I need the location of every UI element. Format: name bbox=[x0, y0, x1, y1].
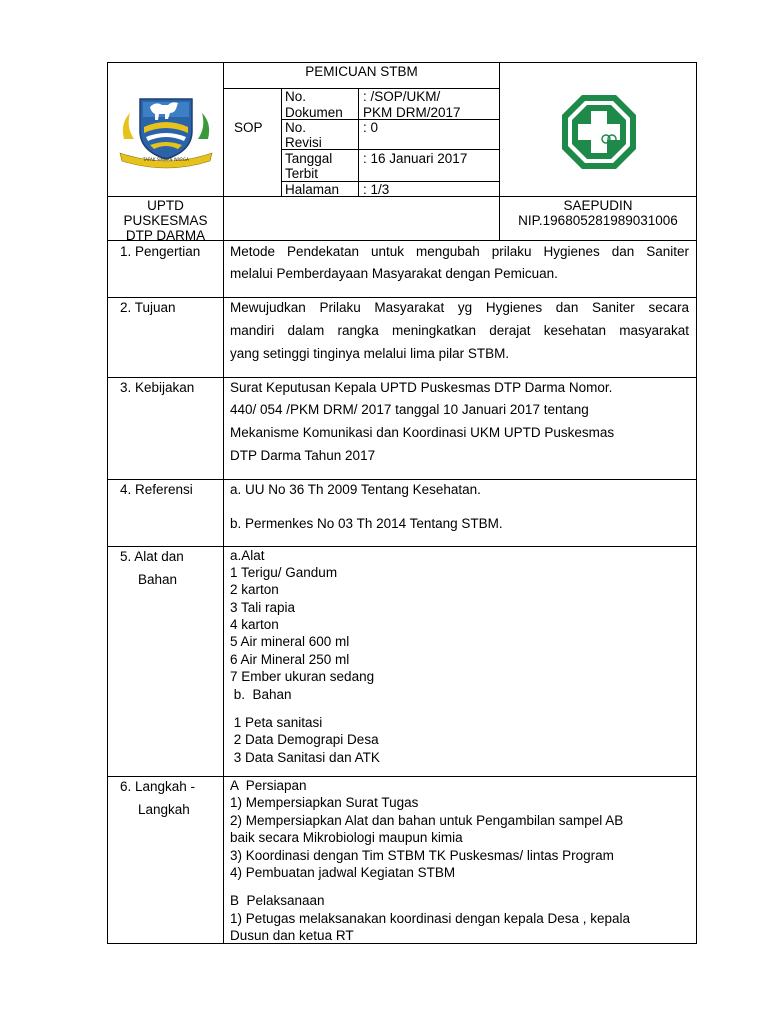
alat-line: 7 Ember ukuran sedang bbox=[230, 669, 375, 684]
org-line-2: PUSKESMAS bbox=[123, 213, 208, 228]
org-line-1: UPTD bbox=[147, 198, 184, 213]
alat-line: 1 Peta sanitasi bbox=[230, 715, 323, 730]
document-title: PEMICUAN STBM bbox=[305, 64, 418, 79]
pengertian-line: Metode Pendekatan untuk mengubah prilaku Hygienes dan Saniter bbox=[230, 244, 689, 259]
tanggal-label-1: Tanggal bbox=[285, 151, 333, 166]
puskesmas-logo bbox=[560, 93, 638, 171]
langkah-line: 1) Mempersiapkan Surat Tugas bbox=[230, 795, 419, 810]
alat-line: a.Alat bbox=[230, 548, 265, 563]
section-alat-label-1: 5. Alat dan bbox=[120, 549, 184, 564]
tujuan-line: Mewujudkan Prilaku Masyarakat yg Hygienes dan Saniter secara bbox=[230, 300, 689, 315]
tujuan-line: mandiri dalam rangka meningkatkan derajat kesehatan masyarakat bbox=[230, 323, 689, 338]
no-revisi-label-2: Revisi bbox=[285, 135, 322, 150]
section-alat-label-2: Bahan bbox=[138, 572, 178, 587]
kebijakan-line: Mekanisme Komunikasi dan Koordinasi UKM UPTD Puskesmas bbox=[230, 425, 615, 440]
halaman-value: : 1/3 bbox=[363, 182, 390, 197]
referensi-line: b. Permenkes No 03 Th 2014 Tentang STBM. bbox=[230, 516, 503, 531]
kebijakan-line: DTP Darma Tahun 2017 bbox=[230, 448, 376, 463]
kebijakan-line: 440/ 054 /PKM DRM/ 2017 tanggal 10 Januari 2017 tentang bbox=[230, 402, 589, 417]
langkah-line: B Pelaksanaan bbox=[230, 893, 325, 908]
langkah-line: A Persiapan bbox=[230, 778, 307, 793]
emblem-ribbon-text: TAPAK SIMBAN WARGA bbox=[143, 157, 189, 162]
tanggal-value: : 16 Januari 2017 bbox=[363, 151, 468, 166]
kebijakan-line: Surat Keputusan Kepala UPTD Puskesmas DTP Darma Nomor. bbox=[230, 380, 613, 395]
section-kebijakan-label: 3. Kebijakan bbox=[120, 380, 195, 395]
pengertian-line: melalui Pemberdayaan Masyarakat dengan Pemicuan. bbox=[230, 266, 558, 281]
no-dokumen-value-1: : /SOP/UKM/ bbox=[363, 89, 441, 104]
org-line-3: DTP DARMA bbox=[125, 228, 206, 243]
no-dokumen-label-2: Dokumen bbox=[285, 105, 343, 120]
no-revisi-value: : 0 bbox=[363, 120, 379, 135]
langkah-line: 3) Koordinasi dengan Tim STBM TK Puskesmas/ lintas Program bbox=[230, 848, 614, 863]
no-revisi-label-1: No. bbox=[285, 120, 307, 135]
alat-line: b. Bahan bbox=[230, 687, 292, 702]
langkah-line: 2) Mempersiapkan Alat dan bahan untuk Pengambilan sampel AB bbox=[230, 813, 624, 828]
langkah-line: 4) Pembuatan jadwal Kegiatan STBM bbox=[230, 865, 456, 880]
section-langkah-label-2: Langkah bbox=[138, 802, 190, 817]
alat-line: 2 karton bbox=[230, 582, 279, 597]
section-pengertian-label: 1. Pengertian bbox=[120, 244, 201, 259]
alat-line: 2 Data Demograpi Desa bbox=[230, 732, 379, 747]
alat-line: 6 Air Mineral 250 ml bbox=[230, 652, 350, 667]
halaman-label: Halaman bbox=[285, 182, 340, 197]
signer-name: SAEPUDIN bbox=[563, 198, 633, 213]
langkah-line: baik secara Mikrobiologi maupun kimia bbox=[230, 830, 463, 845]
section-langkah-label-1: 6. Langkah - bbox=[120, 779, 196, 794]
alat-line: 3 Data Sanitasi dan ATK bbox=[230, 750, 380, 765]
sop-label: SOP bbox=[234, 120, 263, 135]
section-tujuan-label: 2. Tujuan bbox=[120, 300, 176, 315]
alat-line: 1 Terigu/ Gandum bbox=[230, 565, 338, 580]
tujuan-line: yang setinggi tinginya melalui lima pilar STBM. bbox=[230, 346, 510, 361]
section-referensi-label: 4. Referensi bbox=[120, 482, 193, 497]
no-dokumen-value-2: PKM DRM/2017 bbox=[363, 105, 461, 120]
langkah-line: 1) Petugas melaksanakan koordinasi dengan kepala Desa , kepala bbox=[230, 911, 631, 926]
tanggal-label-2: Terbit bbox=[285, 166, 319, 181]
regional-emblem-logo bbox=[116, 93, 216, 169]
alat-line: 5 Air mineral 600 ml bbox=[230, 634, 350, 649]
alat-line: 4 karton bbox=[230, 617, 279, 632]
langkah-line: Dusun dan ketua RT bbox=[230, 928, 354, 943]
no-dokumen-label-1: No. bbox=[285, 89, 307, 104]
alat-line: 3 Tali rapia bbox=[230, 600, 296, 615]
signer-nip: NIP.196805281989031006 bbox=[518, 213, 678, 228]
referensi-line: a. UU No 36 Th 2009 Tentang Kesehatan. bbox=[230, 482, 481, 497]
